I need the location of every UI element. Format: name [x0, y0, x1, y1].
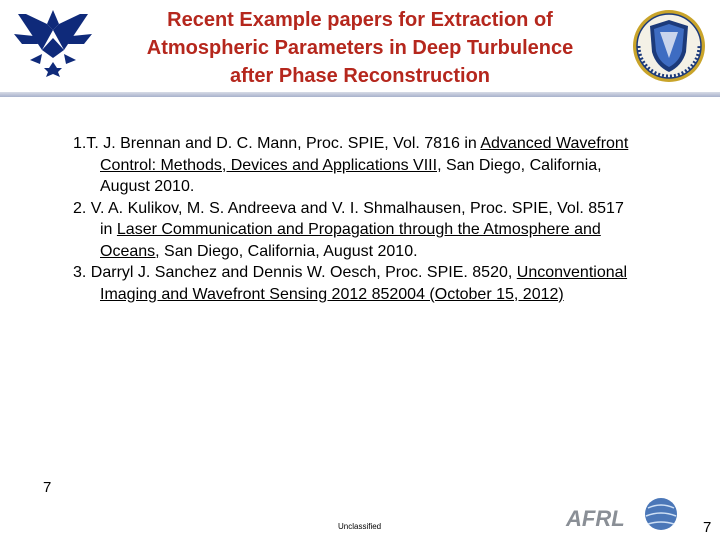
slide-title — [100, 6, 620, 90]
reference-text: 2. V. A. Kulikov, M. S. Andreeva and V. I. Shmalhausen, Proc. SPIE, Vol. 8517 in — [73, 199, 624, 238]
reference-text: San Diego, California, August 2010. — [159, 242, 418, 260]
reference-title: Laser Communication and Propagation through the Atmosphere and Oceans, — [100, 221, 601, 260]
afrl-logo-text: AFRL — [566, 506, 625, 531]
reference-text: 1.T. J. Brennan and D. C. Mann, Proc. SPIE, Vol. 7816 in — [73, 135, 481, 152]
title-line: Recent Example papers for Extraction of — [167, 9, 553, 31]
reference-list — [70, 133, 640, 305]
reference-item — [70, 198, 640, 263]
afrl-logo-icon — [564, 496, 690, 536]
header-divider — [0, 92, 720, 97]
afrl-shield-emblem-icon — [630, 8, 708, 84]
reference-title: Advanced Wavefront Control: Methods, Devices and Applications VIII, — [100, 135, 629, 174]
reference-item — [70, 262, 640, 305]
reference-title: Unconventional Imaging and Wavefront Sensing 2012 852004 (October 15, 2012) — [100, 264, 628, 303]
classification-label: Unclassified — [338, 522, 382, 531]
title-line: Atmospheric Parameters in Deep Turbulence — [146, 37, 574, 59]
page-number-right: 7 — [703, 519, 712, 536]
reference-text: San Diego, California, August 2010. — [100, 156, 602, 195]
page-number: 7 — [43, 479, 52, 496]
air-force-wings-emblem-icon — [12, 6, 94, 78]
reference-text: 3. Darryl J. Sanchez and Dennis W. Oesch, Proc. SPIE. 8520, — [73, 264, 517, 281]
title-line: after Phase Reconstruction — [229, 65, 491, 87]
reference-item — [70, 133, 640, 198]
